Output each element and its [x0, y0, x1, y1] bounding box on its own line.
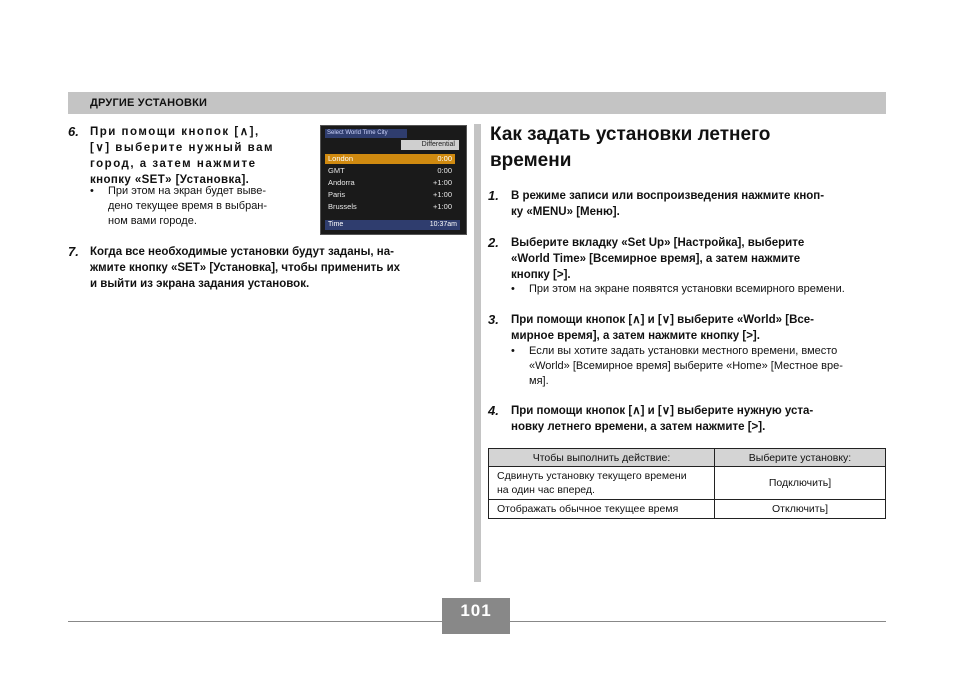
- step-number: 2.: [488, 235, 499, 250]
- step-7: [68, 244, 466, 294]
- step-3: [488, 312, 886, 346]
- step-line: жмите кнопку «SET» [Установка], чтобы применить их: [90, 262, 401, 274]
- step-line: Выберите вкладку «Set Up» [Настройка], выберите: [511, 237, 805, 249]
- step-number: 6.: [68, 124, 79, 139]
- step-line: новку летнего времени, а затем нажмите [>].: [511, 421, 766, 433]
- column-divider: [474, 124, 481, 582]
- section-label: ДРУГИЕ УСТАНОВКИ: [90, 97, 208, 109]
- table-cell-setting: Отключить]: [715, 500, 886, 519]
- step-number: 1.: [488, 188, 499, 203]
- step-line: и выйти из экрана задания установок.: [90, 278, 310, 290]
- step-line: Когда все необходимые установки будут заданы, на-: [90, 246, 394, 258]
- camera-screen-title: Select World Time City: [325, 129, 407, 138]
- table-cell-action: Отображать обычное текущее время: [489, 500, 715, 519]
- step-2: [488, 235, 886, 285]
- bullet-note: [511, 344, 886, 390]
- step-line: При помощи кнопок [∧] и [∨] выберите нужную уста-: [511, 405, 814, 417]
- city-row: GMT 0:00: [328, 166, 452, 175]
- table-row: [489, 467, 886, 500]
- camera-screen-image: [320, 125, 467, 235]
- bullet-line: При этом на экран будет выве-: [108, 185, 266, 197]
- bullet-line: ном вами городе.: [108, 215, 197, 227]
- table-row: [489, 500, 886, 519]
- step-1: [488, 188, 886, 222]
- step-line: При помощи кнопок [∧] и [∨] выберите «World» [Все-: [511, 314, 814, 326]
- step-4: [488, 403, 886, 437]
- city-row: Paris +1:00: [328, 190, 452, 199]
- bullet-dot: •: [511, 283, 515, 295]
- step-line: [∨] выберите нужный вам: [90, 142, 274, 154]
- step-line: мирное время], а затем нажмите кнопку [>].: [511, 330, 760, 342]
- step-line: ку «MENU» [Меню].: [511, 206, 620, 218]
- step-number: 7.: [68, 244, 79, 259]
- step-6: [68, 124, 283, 190]
- settings-table: [488, 448, 886, 519]
- step-line: кнопку «SET» [Установка].: [90, 174, 250, 186]
- bullet-line: При этом на экране появятся установки всемирного времени.: [529, 283, 845, 295]
- step-number: 3.: [488, 312, 499, 327]
- step-number: 4.: [488, 403, 499, 418]
- city-row: Andorra +1:00: [328, 178, 452, 187]
- city-row: London 0:00: [325, 154, 455, 164]
- step-line: город, а затем нажмите: [90, 158, 257, 170]
- table-header-cell: Чтобы выполнить действие:: [489, 449, 715, 467]
- bullet-line: дено текущее время в выбран-: [108, 200, 268, 212]
- bullet-line: «World» [Всемирное время] выберите «Home» [Местное вре-: [529, 360, 843, 372]
- camera-screen-tab: Differential: [401, 140, 459, 150]
- table-cell-setting: Подключить]: [715, 467, 886, 500]
- table-header-row: [489, 449, 886, 467]
- step-line: «World Time» [Всемирное время], а затем нажмите: [511, 253, 801, 265]
- step-line: кнопку [>].: [511, 269, 571, 281]
- camera-screen-footer: Time 10:37am: [325, 220, 460, 230]
- bullet-dot: •: [511, 345, 515, 357]
- bullet-note: [90, 184, 290, 232]
- bullet-note: [511, 282, 886, 298]
- page-title: Как задать установки летнего времени: [490, 124, 771, 171]
- section-header-bar: [68, 92, 886, 114]
- city-row: Brussels +1:00: [328, 202, 452, 211]
- page-number: 101: [460, 601, 492, 620]
- bullet-line: мя].: [529, 375, 549, 387]
- step-line: При помощи кнопок [∧],: [90, 126, 260, 138]
- step-line: В режиме записи или воспроизведения нажмите кноп-: [511, 190, 825, 202]
- bullet-line: Если вы хотите задать установки местного времени, вместо: [529, 345, 838, 357]
- table-cell-action: Сдвинуть установку текущего времени на один час вперед.: [489, 467, 715, 500]
- table-header-cell: Выберите установку:: [715, 449, 886, 467]
- bullet-dot: •: [90, 185, 94, 197]
- page-number-badge: [442, 598, 510, 634]
